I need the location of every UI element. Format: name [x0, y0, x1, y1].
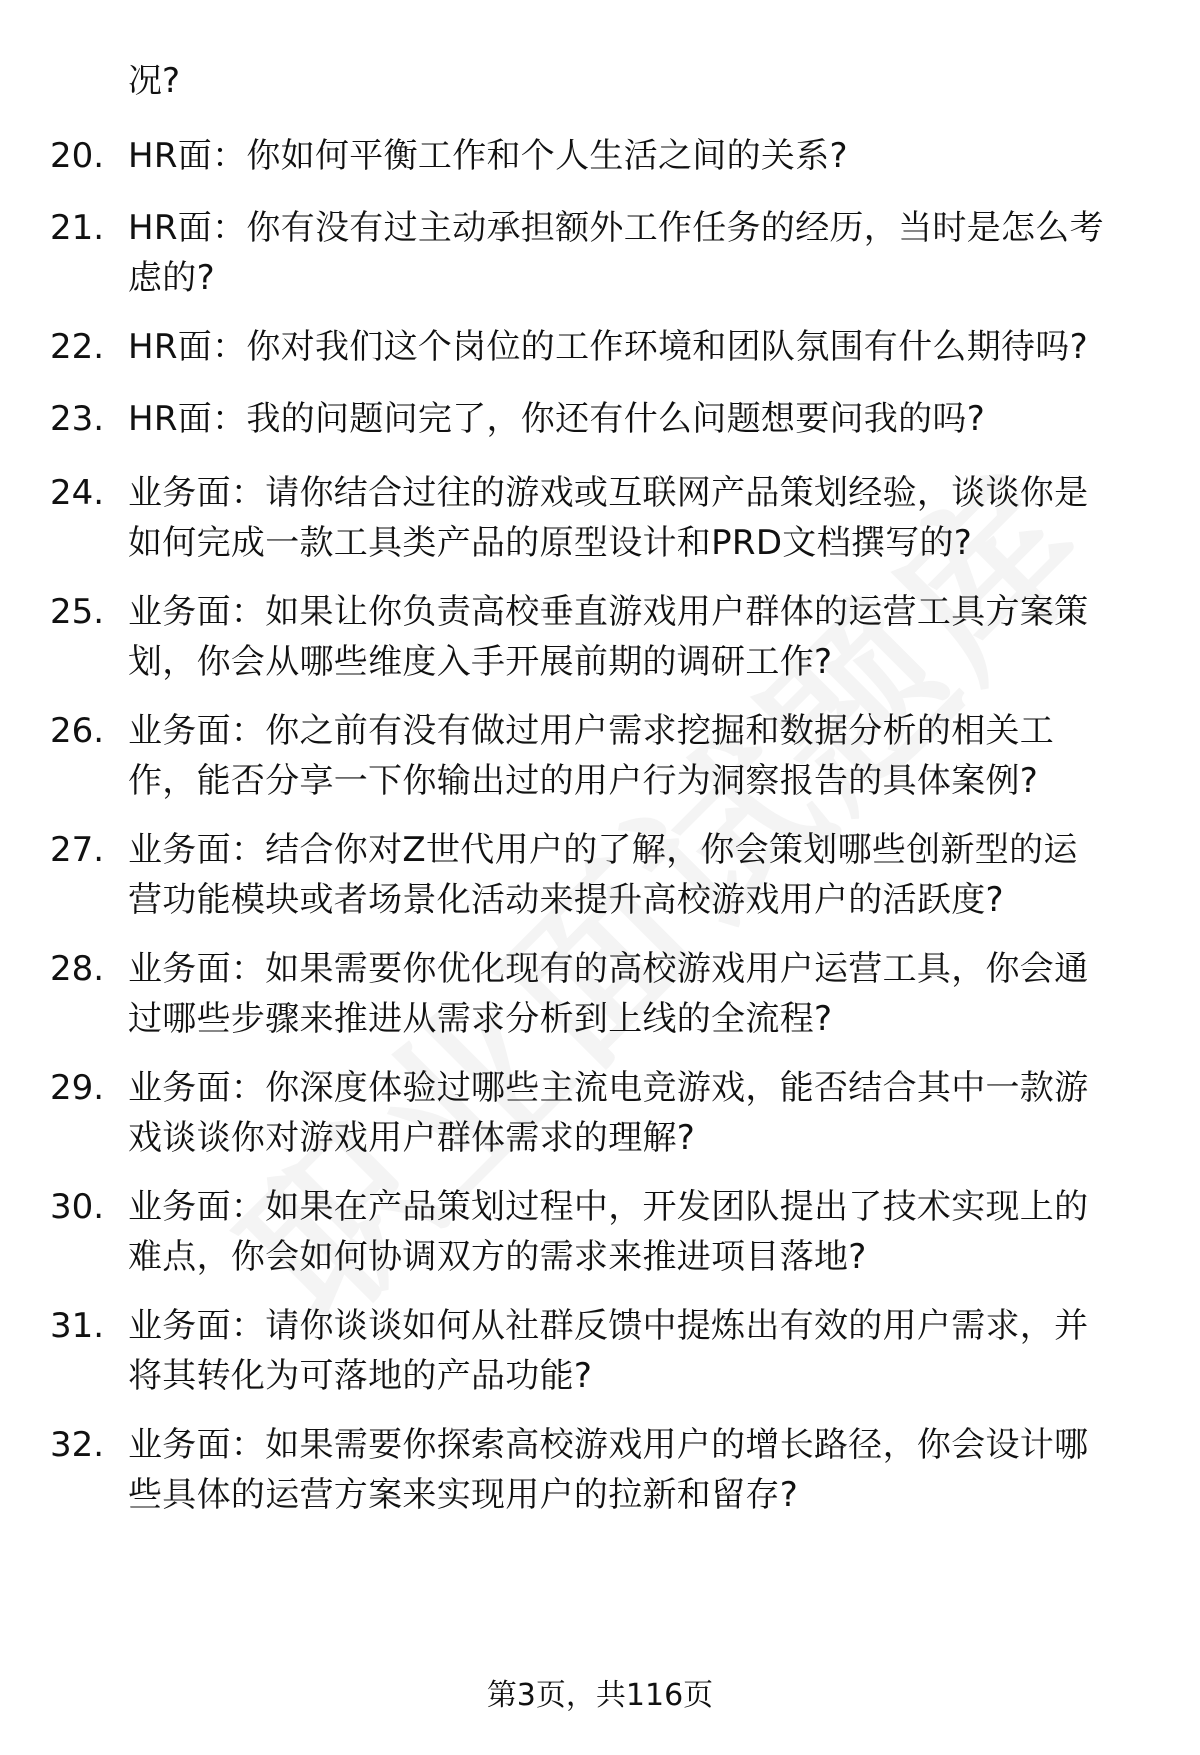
question-text: [128, 1063, 1158, 1163]
question-line: 业务面：如果需要你优化现有的高校游戏用户运营工具，你会通: [128, 949, 1089, 989]
question-text: [128, 1182, 1158, 1282]
question-line: 业务面：你之前有没有做过用户需求挖掘和数据分析的相关工: [128, 711, 1055, 751]
question-number: 32.: [50, 1425, 105, 1465]
question-text: [128, 1301, 1158, 1401]
question-number: 27.: [50, 830, 105, 870]
question-line: 业务面：请你谈谈如何从社群反馈中提炼出有效的用户需求，并: [128, 1306, 1089, 1346]
question-line: 戏谈谈你对游戏用户群体需求的理解?: [128, 1118, 696, 1158]
question-line: 业务面：结合你对Z世代用户的了解，你会策划哪些创新型的运: [128, 830, 1078, 870]
question-text: [128, 131, 1158, 181]
question-line: 些具体的运营方案来实现用户的拉新和留存?: [128, 1475, 799, 1515]
question-number: 30.: [50, 1187, 105, 1227]
question-text: [128, 825, 1158, 925]
continuation-text: 况?: [128, 61, 181, 101]
question-line: 业务面：请你结合过往的游戏或互联网产品策划经验，谈谈你是: [128, 473, 1089, 513]
question-line: 作，能否分享一下你输出过的用户行为洞察报告的具体案例?: [128, 761, 1039, 801]
question-number: 22.: [50, 327, 105, 367]
question-number: 29.: [50, 1068, 105, 1108]
question-text: [128, 587, 1158, 687]
question-line: 过哪些步骤来推进从需求分析到上线的全流程?: [128, 999, 833, 1039]
question-line: 业务面：如果在产品策划过程中，开发团队提出了技术实现上的: [128, 1187, 1089, 1227]
question-line: 业务面：你深度体验过哪些主流电竞游戏，能否结合其中一款游: [128, 1068, 1089, 1108]
question-number: 28.: [50, 949, 105, 989]
question-text: [128, 468, 1158, 568]
question-number: 31.: [50, 1306, 105, 1346]
question-number: 20.: [50, 136, 105, 176]
question-number: 25.: [50, 592, 105, 632]
question-line: 划，你会从哪些维度入手开展前期的调研工作?: [128, 642, 833, 682]
page-footer: 第3页，共116页: [486, 1678, 714, 1713]
question-text: [128, 1420, 1158, 1520]
question-line: HR面：你如何平衡工作和个人生活之间的关系?: [128, 136, 848, 176]
question-text: [128, 322, 1158, 372]
question-line: HR面：你有没有过主动承担额外工作任务的经历，当时是怎么考: [128, 208, 1104, 248]
question-text: [128, 203, 1158, 303]
question-number: 21.: [50, 208, 105, 248]
question-text: [128, 944, 1158, 1044]
question-line: 将其转化为可落地的产品功能?: [128, 1356, 593, 1396]
question-text: [128, 394, 1158, 444]
question-line: 虑的?: [128, 258, 215, 298]
question-line: 营功能模块或者场景化活动来提升高校游戏用户的活跃度?: [128, 880, 1004, 920]
question-number: 24.: [50, 473, 105, 513]
question-line: 业务面：如果需要你探索高校游戏用户的增长路径，你会设计哪: [128, 1425, 1089, 1465]
question-text: [128, 706, 1158, 806]
question-number: 23.: [50, 399, 105, 439]
question-line: HR面：我的问题问完了，你还有什么问题想要问我的吗?: [128, 399, 986, 439]
question-line: 如何完成一款工具类产品的原型设计和PRD文档撰写的?: [128, 523, 973, 563]
question-line: HR面：你对我们这个岗位的工作环境和团队氛围有什么期待吗?: [128, 327, 1088, 367]
question-line: 业务面：如果让你负责高校垂直游戏用户群体的运营工具方案策: [128, 592, 1089, 632]
question-line: 难点，你会如何协调双方的需求来推进项目落地?: [128, 1237, 867, 1277]
question-number: 26.: [50, 711, 105, 751]
